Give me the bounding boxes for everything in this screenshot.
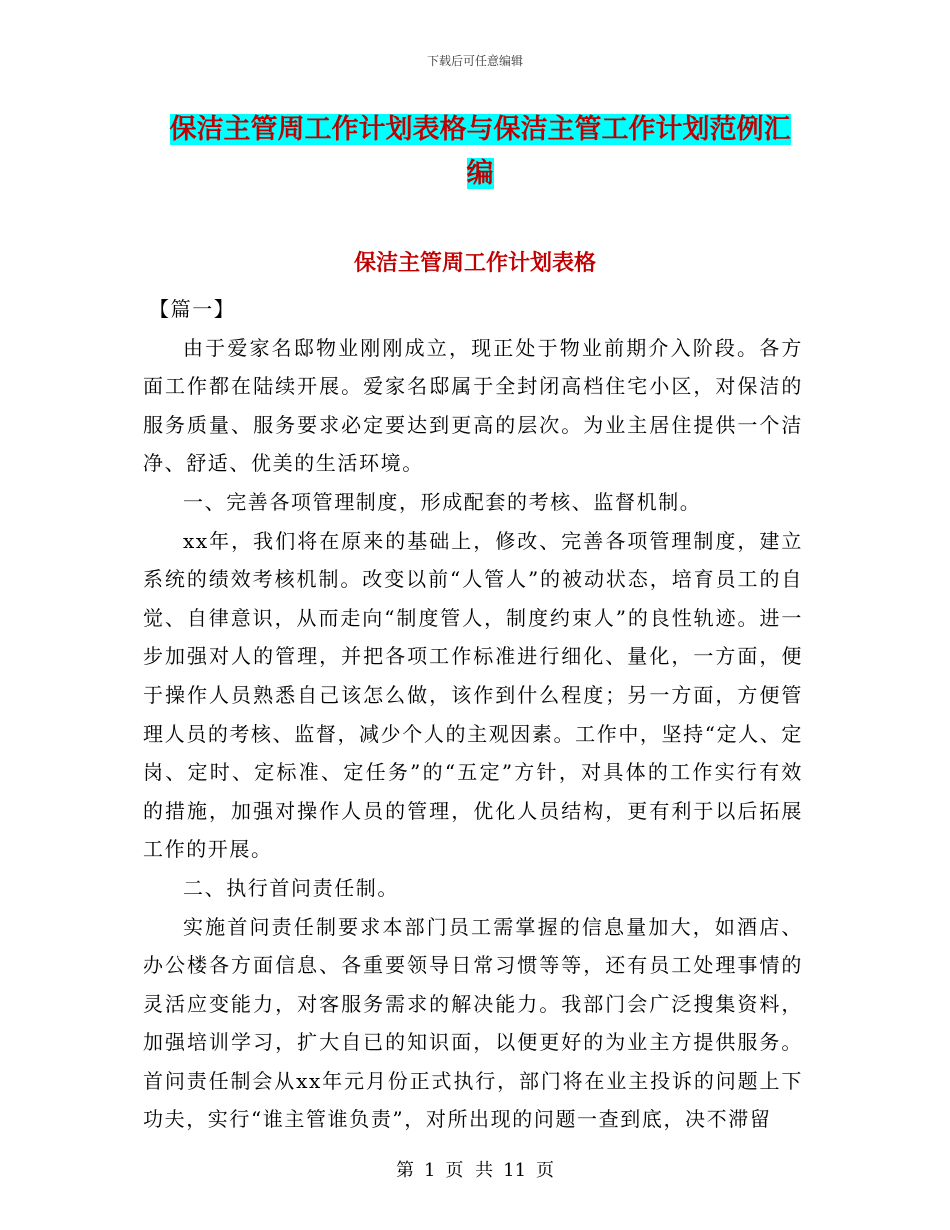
header-note: 下载后可任意编辑 — [426, 54, 523, 68]
paragraph: 由于爱家名邸物业刚刚成立，现正处于物业前期介入阶段。各方面工作都在陆续开展。爱家名邸属于全封闭高档住宅小区，对保洁的服务质量、服务要求必定要达到更高的层次。为业主居住提供一个洁净、舒适、优美的生活环境。 — [143, 335, 803, 476]
page-mid: 页 共 — [445, 1160, 494, 1181]
paragraph: xx年，我们将在原来的基础上，修改、完善各项管理制度，建立系统的绩效考核机制。改变以前“人管人”的被动状态，培育员工的自觉、自律意识，从而走向“制度管人，制度约束人”的良性轨迹。进一步加强对人的管理，并把各项工作标准进行细化、量化，一方面，便于操作人员熟悉自己该怎么做，该作到什么程度；另一方面，方便管理人员的考核、监督，减少个人的主观因素。工作中，坚持“定人、定岗、定时、定标准、定任务”的“五定”方针，对具体的工作实行有效的措施，加强对操作人员的管理，优化人员结构，更有利于以后拓展工作的开展。 — [143, 528, 803, 862]
section-label: 【篇一】 — [149, 297, 236, 321]
section-title: 保洁主管周工作计划表格 — [353, 250, 596, 276]
page-footer — [0, 1156, 950, 1182]
document-title-line1: 保洁主管周工作计划表格与保洁主管工作计划范例汇 — [169, 114, 791, 145]
document-title — [150, 108, 810, 196]
paragraph-heading: 二、执行首问责任制。 — [183, 875, 399, 900]
paragraph-heading: 一、完善各项管理制度，形成配套的考核、监督机制。 — [183, 489, 702, 514]
document-body — [143, 290, 803, 1139]
page-prefix: 第 — [395, 1160, 414, 1181]
page-number: 1 — [423, 1160, 436, 1181]
page-total: 11 — [503, 1160, 527, 1181]
document-title-line2: 编 — [466, 158, 494, 189]
page-suffix: 页 — [536, 1160, 555, 1181]
paragraph: 实施首问责任制要求本部门员工需掌握的信息量加大，如酒店、办公楼各方面信息、各重要领导日常习惯等等，还有员工处理事情的灵活应变能力，对客服务需求的解决能力。我部门会广泛搜集资料，加强培训学习，扩大自已的知识面，以便更好的为业主方提供服务。首问责任制会从xx年元月份正式执行，部门将在业主投诉的问题上下功夫，实行“谁主管谁负责”，对所出现的问题一查到底，决不滞留 — [143, 914, 803, 1132]
